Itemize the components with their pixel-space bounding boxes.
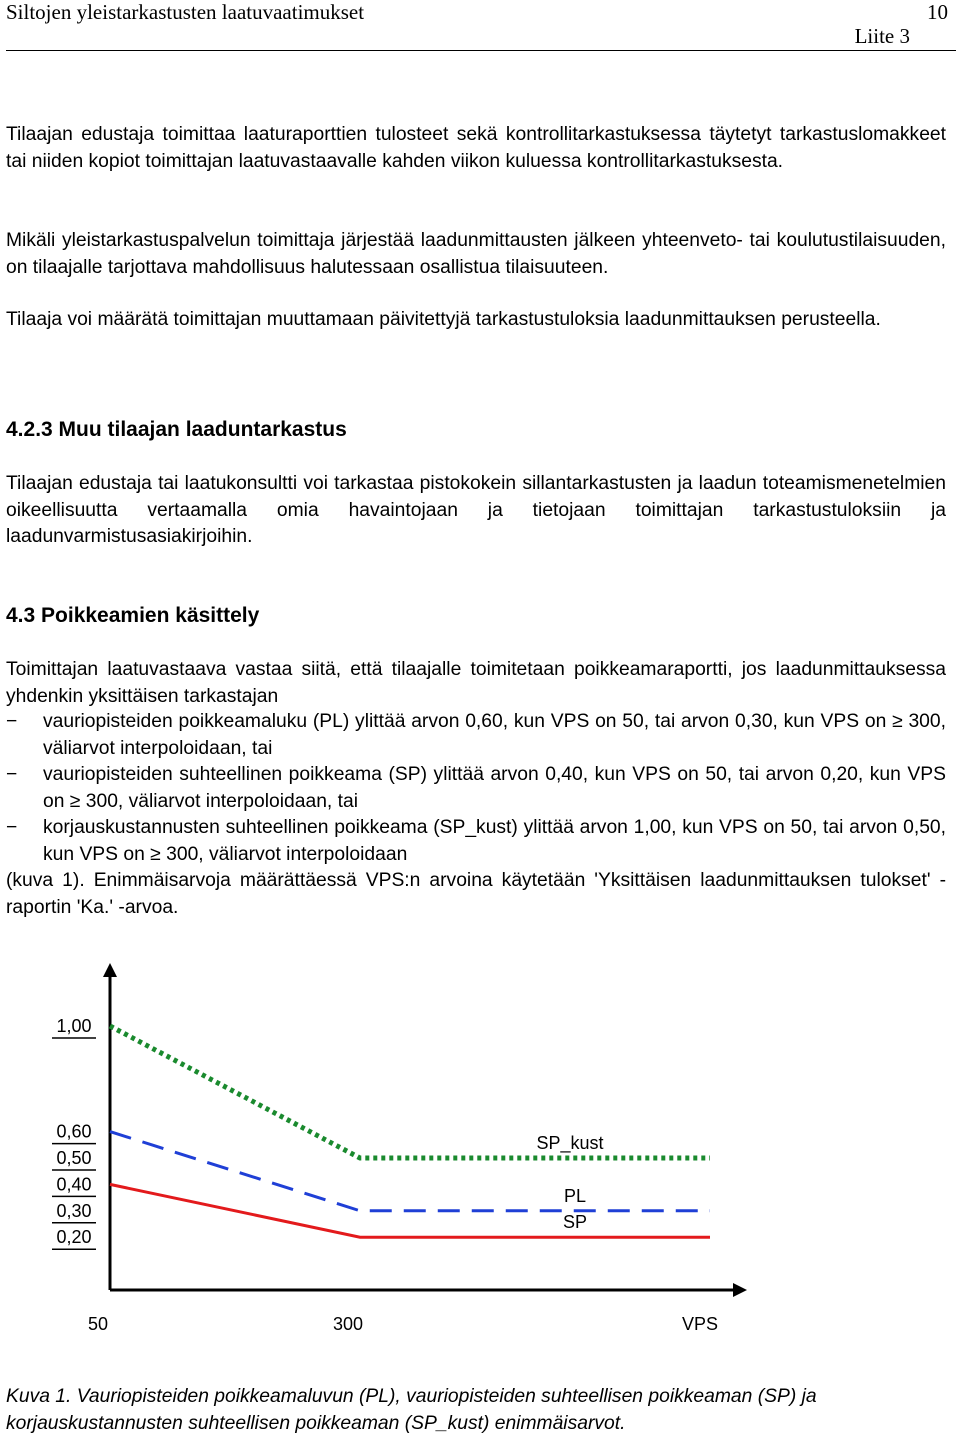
paragraph-update-results: Tilaaja voi määrätä toimittajan muuttamaan päivitettyjä tarkastustuloksia laadunmittauksen perusteella.	[6, 309, 881, 330]
x-axis-label: VPS	[681, 1314, 719, 1334]
list-item-text: vauriopisteiden suhteellinen poikkeama (SP) ylittää arvon 0,40, kun VPS on 50, tai arvon 0,20, kun VPS on ≥ 300, väliarvot interpoloidaan, tai	[43, 764, 946, 812]
y-tick-label: 0,30	[56, 1200, 92, 1221]
dash-bullet: −	[6, 764, 18, 785]
paragraph-summary-event: Mikäli yleistarkastuspalvelun toimittaja järjestää laadunmittausten jälkeen yhteenveto- tai koulutustilaisuuden, on tilaajalle tarjottava mahdollisuus halutessaan osallistua tilaisuuteen.	[6, 230, 946, 278]
dash-bullet: −	[6, 711, 18, 732]
series-label-sp-kust: SP_kust	[536, 1133, 604, 1153]
y-tick-label: 0,20	[56, 1227, 92, 1248]
paragraph-quality-reports: Tilaajan edustaja toimittaa laaturaporttien tulosteet sekä kontrollitarkastuksessa täytetyt tarkastuslomakkeet tai niiden kopiot toimittajan laatuvastaavalle kahden viikon kuluessa kontrollitarkastuksesta.	[6, 124, 946, 172]
appendix-label: Liite 3	[854, 24, 910, 48]
dash-bullet: −	[6, 817, 18, 838]
y-tick-label: 0,60	[56, 1121, 92, 1142]
series-label-pl: PL	[563, 1186, 587, 1206]
x-tick-label: 300	[332, 1314, 364, 1334]
header-title: Siltojen yleistarkastusten laatuvaatimukset	[6, 0, 365, 24]
deviation-criteria-list	[6, 709, 946, 868]
figure-caption: Kuva 1. Vauriopisteiden poikkeamaluvun (PL), vauriopisteiden suhteellisen poikkeaman (SP) ja korjauskustannusten suhteellisen poikkeaman (SP_kust) enimmäisarvot.	[6, 1386, 817, 1434]
x-tick-label: 50	[87, 1314, 109, 1334]
series-label-sp: SP	[562, 1212, 588, 1232]
paragraph-vps-values: (kuva 1). Enimmäisarvoja määrättäessä VPS:n arvoina käytetään 'Yksittäisen laadunmittauksen tulokset' -raportin 'Ka.' -arvoa.	[6, 870, 946, 918]
section-heading-4-2-3: 4.2.3 Muu tilaajan laaduntarkastus	[6, 418, 347, 441]
y-tick-label: 1,00	[56, 1016, 92, 1036]
list-item	[6, 815, 946, 868]
y-tick-label: 0,50	[56, 1148, 92, 1168]
paragraph-spot-checks: Tilaajan edustaja tai laatukonsultti voi tarkastaa pistokokein sillantarkastusten ja laadun toteamismenetelmien oikeellisuutta vertaamalla omia havaintojaan ja tietojaan toimittajan tarkastustuloksiin ja laadunvarmistusasiakirjoihin.	[6, 473, 946, 547]
deviation-limits-chart	[0, 960, 960, 1380]
paragraph-deviation-report: Toimittajan laatuvastaava vastaa siitä, että tilaajalle toimitetaan poikkeamaraportti, jos laadunmittauksessa yhdenkin yksittäisen tarkastajan	[6, 659, 946, 707]
list-item	[6, 709, 946, 762]
y-tick-label: 0,40	[56, 1174, 92, 1195]
list-item-text: vauriopisteiden poikkeamaluku (PL) ylittää arvon 0,60, kun VPS on 50, tai arvon 0,30, kun VPS on ≥ 300, väliarvot interpoloidaan, tai	[43, 711, 946, 759]
series-line-pl	[110, 1132, 710, 1211]
list-item-text: korjauskustannusten suhteellinen poikkeama (SP_kust) ylittää arvon 1,00, kun VPS on 50, tai arvon 0,50, kun VPS on ≥ 300, väliarvot interpoloidaan	[43, 817, 946, 865]
header-divider	[6, 50, 956, 51]
list-item	[6, 762, 946, 815]
section-heading-4-3: 4.3 Poikkeamien käsittely	[6, 604, 260, 627]
page-number: 10	[927, 0, 948, 24]
series-line-sp-kust	[110, 1026, 710, 1158]
